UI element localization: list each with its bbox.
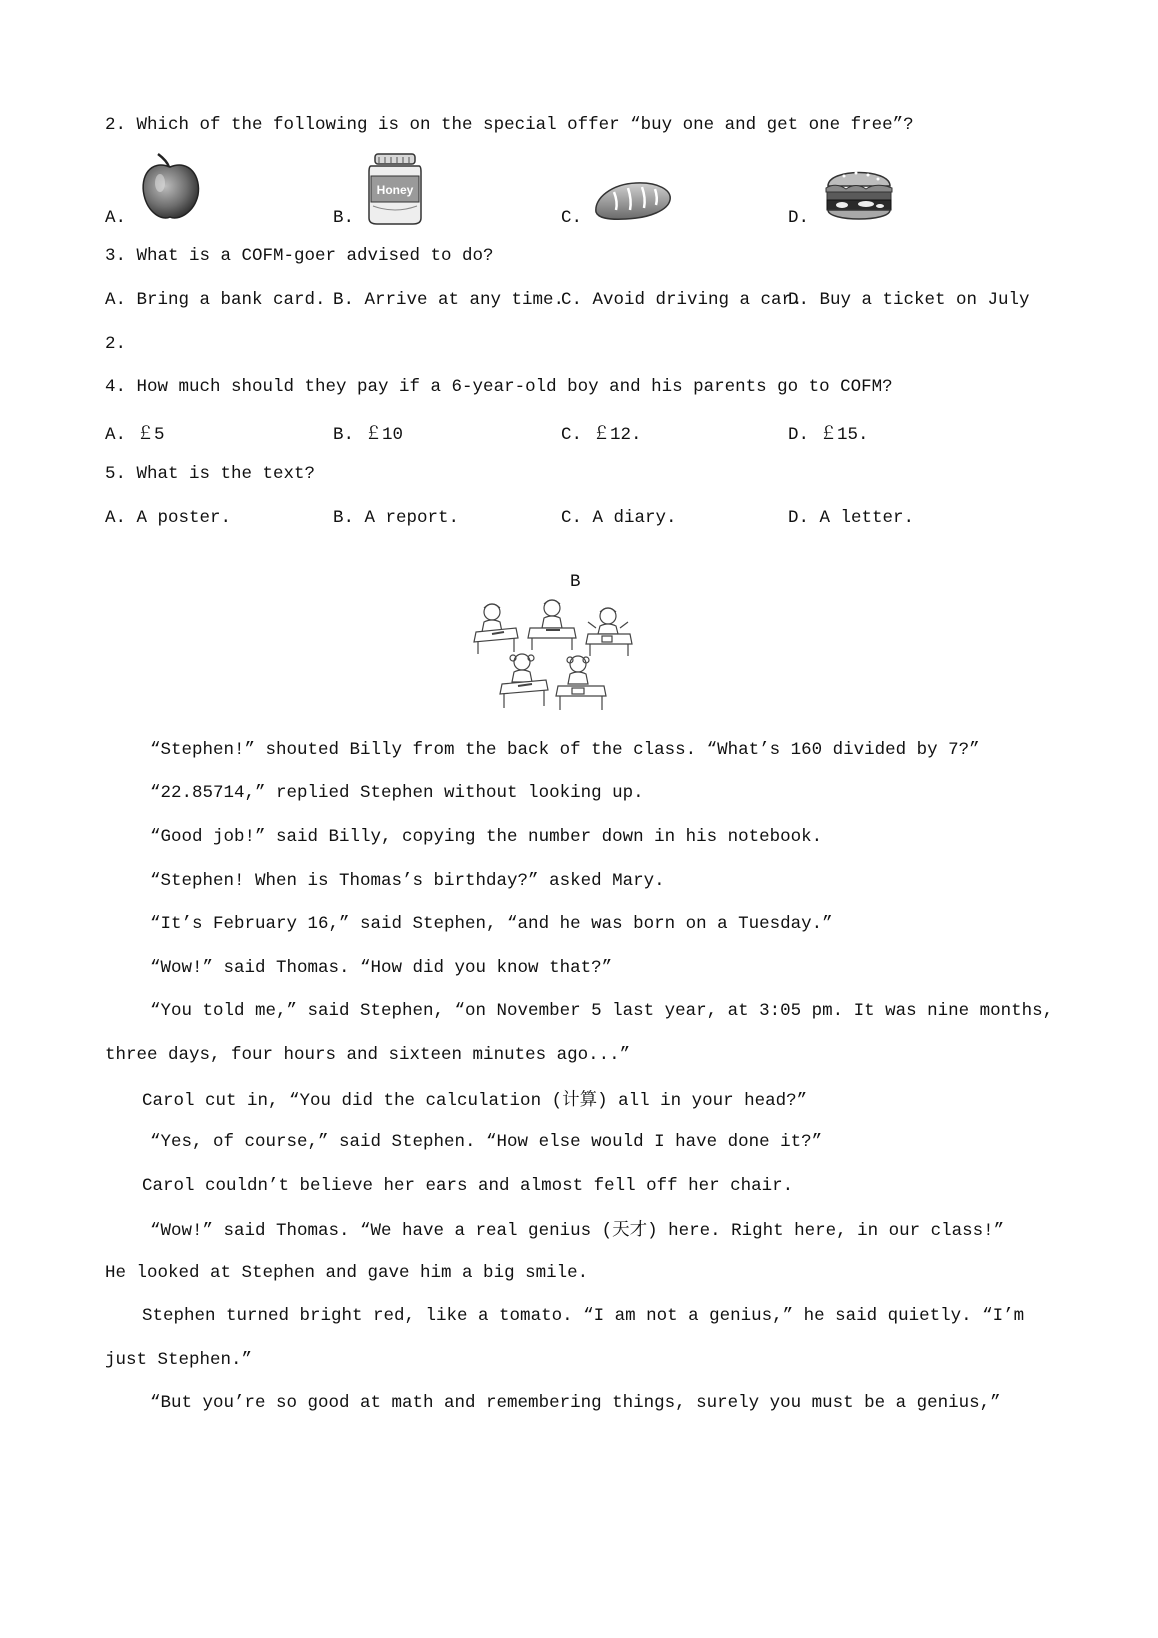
q2-option-b: B. [333,208,355,228]
section-b-label: B [570,572,581,592]
story-line-3: “Good job!” said Billy, copying the number down in his notebook. [150,827,823,847]
q3-question: 3. What is a COFM-goer advised to do? [105,246,494,266]
q5-option-c: C. A diary. [561,508,677,528]
story-line-15: just Stephen.” [105,1350,253,1370]
q4-question: 4. How much should they pay if a 6-year-old boy and his parents go to COFM? [105,377,893,397]
story-line-13: He looked at Stephen and gave him a big smile. [105,1263,589,1283]
bread-icon [592,178,674,222]
story-line-12: “Wow!” said Thomas. “We have a real genius (天才) here. Right here, in our class!” [150,1221,1005,1241]
q4-option-c: C. ￡12. [561,425,642,445]
classroom-illustration [470,598,640,723]
story-line-14: Stephen turned bright red, like a tomato. “I am not a genius,” he said quietly. “I’m [142,1306,1025,1326]
q2-option-d: D. [788,208,810,228]
apple-icon [138,153,202,223]
story-line-8: three days, four hours and sixteen minutes ago...” [105,1045,631,1065]
q3-option-d: D. Buy a ticket on July [788,290,1030,310]
q5-option-d: D. A letter. [788,508,915,528]
story-line-11: Carol couldn’t believe her ears and almost fell off her chair. [142,1176,794,1196]
q3-option-d-wrap: 2. [105,334,127,354]
q5-option-a: A. A poster. [105,508,232,528]
story-line-16: “But you’re so good at math and remembering things, surely you must be a genius,” [150,1393,1001,1413]
q3-option-a: A. Bring a bank card. [105,290,326,310]
story-line-4: “Stephen! When is Thomas’s birthday?” asked Mary. [150,871,665,891]
q3-option-b: B. Arrive at any time. [333,290,565,310]
story-line-1: “Stephen!” shouted Billy from the back of the class. “What’s 160 divided by 7?” [150,740,980,760]
q4-option-a: A. ￡5 [105,425,165,445]
q4-option-d: D. ￡15. [788,425,869,445]
story-line-5: “It’s February 16,” said Stephen, “and he was born on a Tuesday.” [150,914,833,934]
q5-option-b: B. A report. [333,508,460,528]
q3-option-c: C. Avoid driving a car. [561,290,803,310]
story-line-9: Carol cut in, “You did the calculation (计算) all in your head?” [142,1091,808,1111]
story-line-2: “22.85714,” replied Stephen without looking up. [150,783,644,803]
story-line-10: “Yes, of course,” said Stephen. “How else would I have done it?” [150,1132,823,1152]
hamburger-icon [822,162,896,226]
honey-jar-icon [365,152,425,226]
story-line-7: “You told me,” said Stephen, “on November 5 last year, at 3:05 pm. It was nine months, [150,1001,1054,1021]
q4-option-b: B. ￡10 [333,425,404,445]
q2-question: 2. Which of the following is on the special offer “buy one and get one free”? [105,115,914,135]
q2-option-c: C. [561,208,583,228]
q5-question: 5. What is the text? [105,464,316,484]
story-line-6: “Wow!” said Thomas. “How did you know that?” [150,958,613,978]
honey-label: Honey [376,183,414,197]
q2-option-a: A. [105,208,127,228]
